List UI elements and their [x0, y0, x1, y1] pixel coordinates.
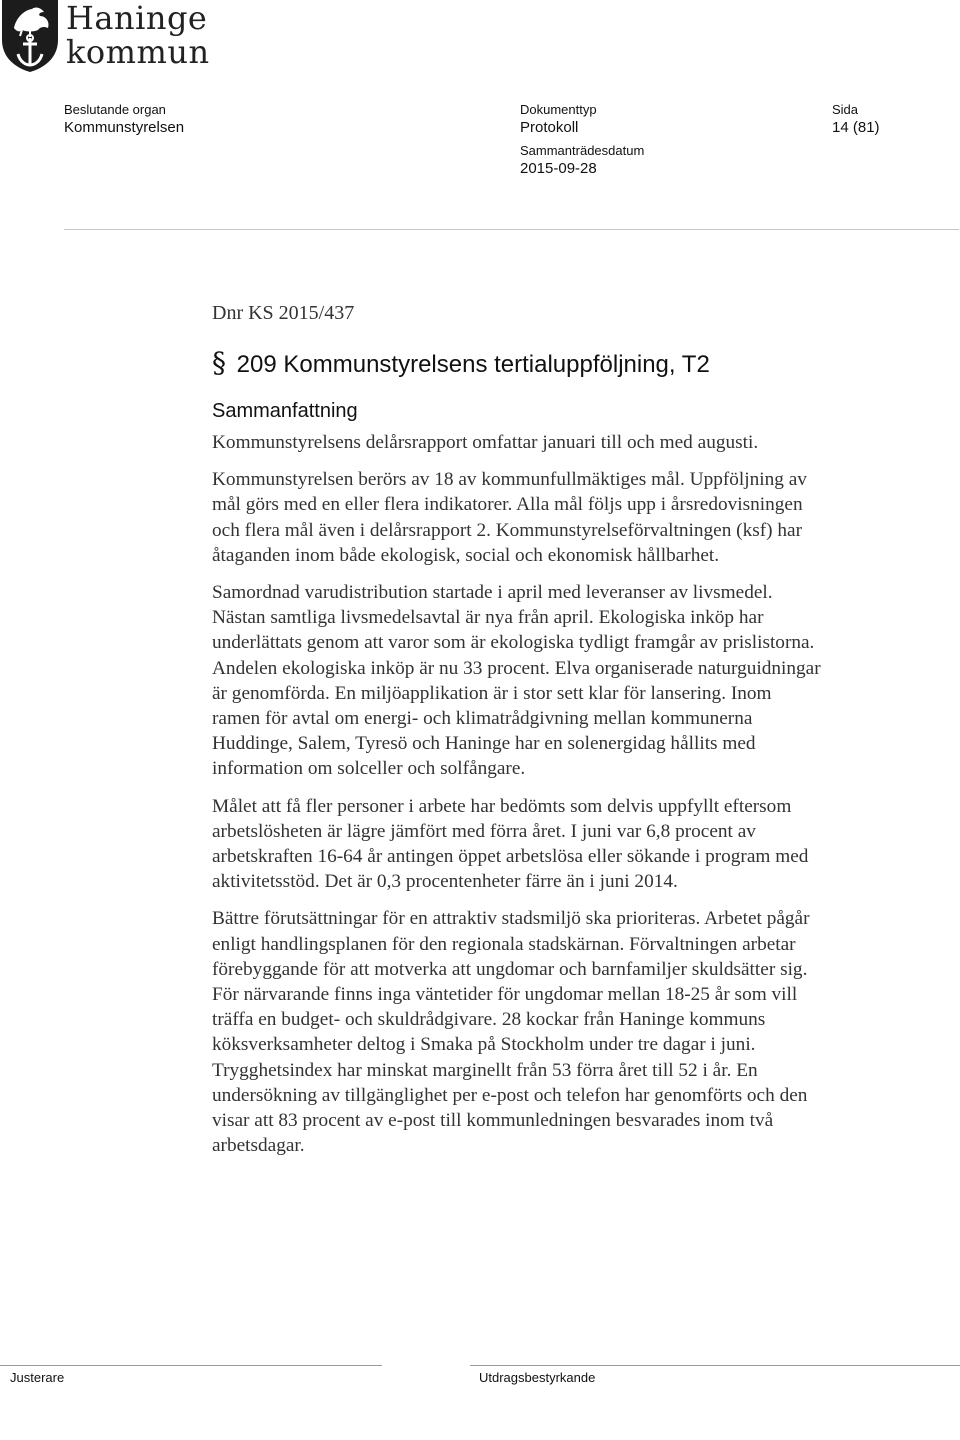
date-value: 2015-09-28	[520, 160, 597, 177]
footer-justerare: Justerare	[10, 1370, 65, 1385]
footer-rule-right	[470, 1365, 960, 1366]
diary-number: Dnr KS 2015/437	[212, 302, 355, 324]
header-divider	[64, 229, 959, 230]
section-title-text: 209 Kommunstyrelsens tertialuppföljning, T2	[236, 351, 710, 378]
paragraph-symbol: §	[212, 346, 226, 379]
logo-text-line2: kommun	[66, 33, 210, 71]
header-doctype	[520, 102, 597, 138]
haninge-logo	[0, 0, 230, 72]
footer-utdragsbestyrkande: Utdragsbestyrkande	[479, 1370, 596, 1385]
document-body	[212, 430, 824, 1158]
header-date	[520, 143, 644, 179]
doctype-label: Dokumenttyp	[520, 102, 597, 117]
header-page	[832, 102, 880, 138]
page-value: 14 (81)	[832, 119, 880, 136]
paragraph: Kommunstyrelsen berörs av 18 av kommunfullmäktiges mål. Uppföljning av mål görs med en eller flera indikatorer. Alla mål följs upp i årsredovisningen och flera mål även i delårsrapport 2. Kommunstyrelseförvaltningen (ksf) har åtaganden inom både ekologisk, social och ekonomisk hållbarhet.	[212, 469, 807, 566]
logo-text-line1: Haninge	[66, 0, 208, 37]
section-title	[212, 346, 710, 379]
date-label: Sammanträdesdatum	[520, 143, 645, 158]
paragraph: Kommunstyrelsens delårsrapport omfattar januari till och med augusti.	[212, 432, 759, 453]
paragraph: Målet att få fler personer i arbete har bedömts som delvis uppfyllt eftersom arbetslösheten är lägre jämfört med förra året. I juni var 6,8 procent av arbetskraften 16-64 år antingen öppet arbetslösa eller sökande i program med aktivitetsstöd. Det är 0,3 procentenheter färre än i juni 2014.	[212, 795, 809, 893]
summary-heading: Sammanfattning	[212, 400, 358, 422]
paragraph: Samordnad varudistribution startade i april med leveranser av livsmedel. Nästan samtliga livsmedelsavtal är nya från april. Ekologiska inköp har underlättats genom att varor som är ekologiska tydligt framgår av prislistorna. Andelen ekologiska inköp är nu 33 procent. Elva organiserade naturguidningar är genomförda. En miljöapplikation är i stor sett klar för lansering. Inom ramen för avtal om energi- och klimatrådgivning mellan kommunerna Huddinge, Salem, Tyresö och Haninge har en solenergidag hållits med information om solceller och solfångare.	[212, 582, 821, 780]
footer-rule-left	[0, 1365, 382, 1366]
organ-value: Kommunstyrelsen	[64, 119, 185, 136]
doctype-value: Protokoll	[520, 119, 579, 136]
paragraph: Bättre förutsättningar för en attraktiv stadsmiljö ska prioriteras. Arbetet pågår enligt handlingsplanen för den regionala stadskärnan. Förvaltningen arbetar förebyggande för att motverka att ungdomar och barnfamiljer skuldsätter sig. För närvarande finns inga väntetider för ungdomar mellan 18-25 år som vill träffa en budget- och skuldrådgivare. 28 kockar från Haninge kommuns köksverksamheter deltog i Smaka på Stockholm under tre dagar i juni. Trygghetsindex har minskat marginellt från 53 förra året till 52 i år. En undersökning av tillgänglighet per e-post och telefon har genomförts och den visar att 83 procent av e-post till kommunledningen besvarades inom två arbetsdagar.	[212, 908, 810, 1157]
coat-of-arms-icon	[0, 0, 60, 72]
header-organ	[64, 102, 184, 138]
organ-label: Beslutande organ	[64, 102, 166, 117]
page-label: Sida	[832, 102, 859, 117]
